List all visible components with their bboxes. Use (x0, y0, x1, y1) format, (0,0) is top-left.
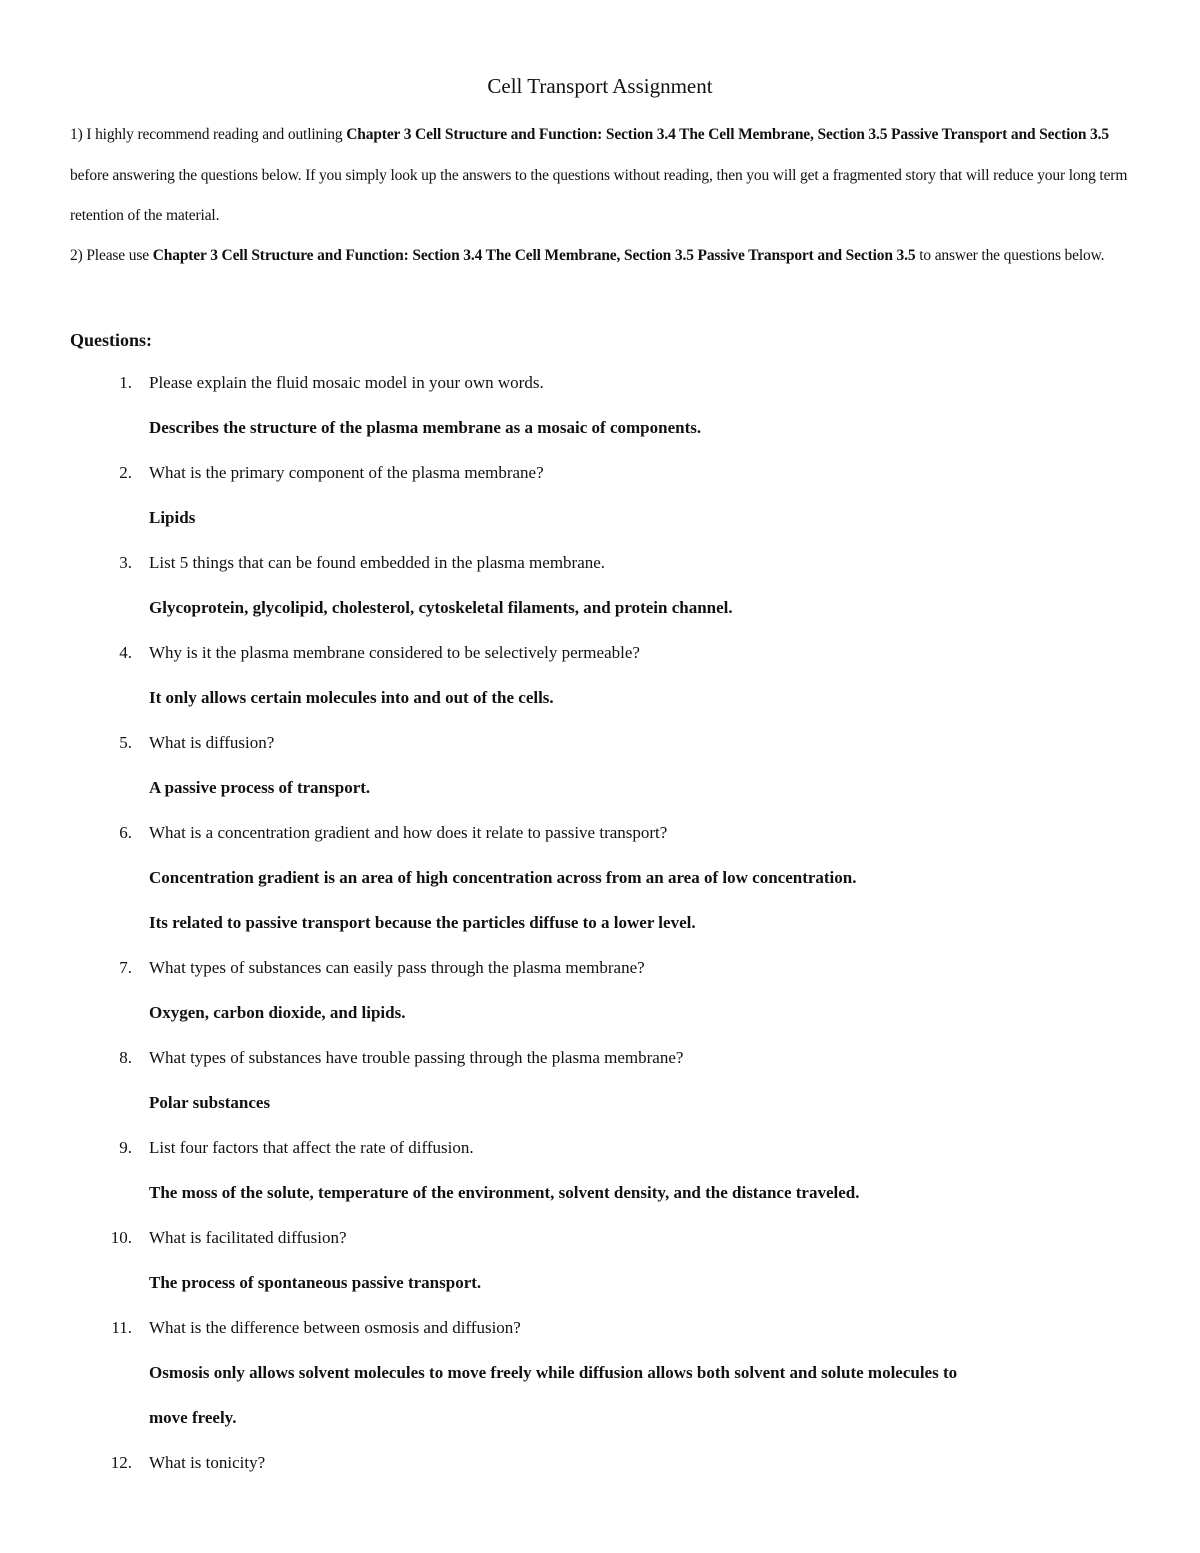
question-number: 4. (119, 643, 132, 662)
answer-text: move freely. (149, 1408, 237, 1427)
question-text: What types of substances have trouble passing through the plasma membrane? (149, 1048, 684, 1067)
question-text: What is the primary component of the plasma membrane? (149, 463, 544, 482)
answer-text: It only allows certain molecules into and out of the cells. (149, 688, 554, 707)
question-item (0, 1035, 1200, 1125)
question-text: What is diffusion? (149, 733, 275, 752)
question-text: What is a concentration gradient and how does it relate to passive transport? (149, 823, 668, 842)
question-text: What is tonicity? (149, 1453, 266, 1472)
question-number: 7. (119, 958, 132, 977)
answer-text: Describes the structure of the plasma membrane as a mosaic of components. (149, 418, 702, 437)
question-item (0, 1440, 1200, 1485)
answer-text: Oxygen, carbon dioxide, and lipids. (149, 1003, 406, 1022)
question-number: 3. (119, 553, 132, 572)
intro-2-bold: Chapter 3 Cell Structure and Function: Section 3.4 The Cell Membrane, Section 3.5 Passive Transport and Section 3.5 (152, 247, 916, 264)
answer-text: Concentration gradient is an area of high concentration across from an area of low concentration. (149, 868, 857, 887)
intro-1-suffix: before answering the questions below. If you simply look up the answers to the questions without reading, then you will get a fragmented story that will reduce your long term retention of the material. (70, 166, 1128, 224)
question-text: List 5 things that can be found embedded in the plasma membrane. (149, 553, 606, 572)
question-item (0, 945, 1200, 1035)
intro-1-bold: Chapter 3 Cell Structure and Function: Section 3.4 The Cell Membrane, Section 3.5 Passive Transport and Section 3.5 (346, 126, 1109, 143)
question-item (0, 540, 1200, 630)
question-number: 5. (119, 733, 132, 752)
question-text: Please explain the fluid mosaic model in your own words. (149, 373, 544, 392)
question-number: 2. (119, 463, 132, 482)
answer-text: The process of spontaneous passive transport. (149, 1273, 482, 1292)
question-item (0, 630, 1200, 720)
question-item (0, 810, 1200, 945)
question-item (0, 1215, 1200, 1305)
question-item (0, 1125, 1200, 1215)
intro-1-prefix: 1) I highly recommend reading and outlining (70, 126, 347, 143)
question-number: 11. (111, 1318, 132, 1337)
answer-text: A passive process of transport. (149, 778, 371, 797)
question-text: What types of substances can easily pass through the plasma membrane? (149, 958, 645, 977)
question-text: What is facilitated diffusion? (149, 1228, 347, 1247)
intro-2-suffix: to answer the questions below. (915, 247, 1105, 264)
answer-text: Polar substances (149, 1093, 271, 1112)
intro-paragraph-2 (70, 236, 1135, 277)
question-number: 8. (119, 1048, 132, 1067)
question-number: 1. (119, 373, 132, 392)
question-number: 9. (119, 1138, 132, 1157)
answer-text: Its related to passive transport because the particles diffuse to a lower level. (149, 913, 696, 932)
intro-2-prefix: 2) Please use (70, 247, 153, 264)
question-item (0, 1305, 1200, 1440)
answer-text: Lipids (149, 508, 196, 527)
question-text: What is the difference between osmosis and diffusion? (149, 1318, 521, 1337)
question-number: 10. (110, 1228, 132, 1247)
question-number: 12. (110, 1453, 132, 1472)
answer-text: Glycoprotein, glycolipid, cholesterol, cytoskeletal filaments, and protein channel. (149, 598, 733, 617)
question-item (0, 360, 1200, 450)
questions-list (0, 360, 1200, 1485)
answer-text: The moss of the solute, temperature of the environment, solvent density, and the distance traveled. (149, 1183, 860, 1202)
question-text: List four factors that affect the rate of diffusion. (149, 1138, 474, 1157)
answer-text: Osmosis only allows solvent molecules to move freely while diffusion allows both solvent and solute molecules to (149, 1363, 958, 1382)
document-title: Cell Transport Assignment (487, 74, 713, 98)
question-text: Why is it the plasma membrane considered to be selectively permeable? (149, 643, 640, 662)
question-item (0, 450, 1200, 540)
question-number: 6. (119, 823, 132, 842)
question-item (0, 720, 1200, 810)
questions-heading: Questions: (70, 330, 153, 350)
intro-paragraph-1 (70, 115, 1135, 237)
